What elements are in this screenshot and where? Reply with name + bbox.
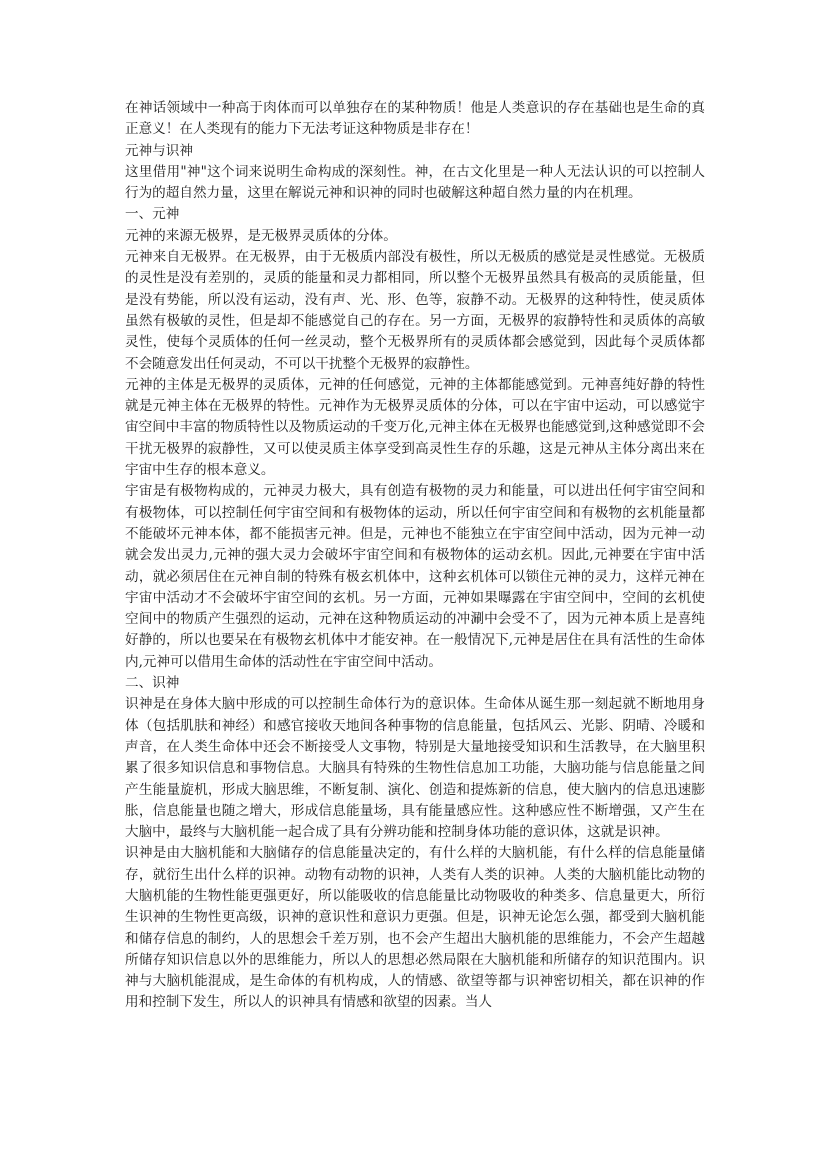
section-heading-shishen: 二、识神 [125, 675, 180, 692]
section-title: 元神与识神 [125, 142, 193, 159]
body-paragraph: 宇宙是有极物构成的，元神灵力极大，具有创造有极物的灵力和能量，可以进出任何宇宙空间和有极物体，可以控制任何宇宙空间和有极物体的运动，所以任何宇宙空间和有极物的玄机能量都不能破坏元神本体，都不能损害元神。但是，元神也不能独立在宇宙空间中活动，因为元神一动就会发出灵力,元神的强大灵力会破坏宇宙空间和有极物体的运动玄机。因此,元神要在宇宙中活动，就必须居住在元神自制的特殊有极玄机体中，这种玄机体可以锁住元神的灵力，这样元神在宇宙中活动才不会破坏宇宙空间的玄机。另一方面，元神如果曝露在宇宙空间中，空间的玄机使空间中的物质产生强烈的运动，元神在这种物质运动的冲涮中会受不了，因为元神本质上是喜纯好静的，所以也要呆在有极物玄机体中才能安神。在一般情况下,元神是居住在具有活性的生命体内,元神可以借用生命体的活动性在宇宙空间中活动。 [125, 483, 705, 670]
body-paragraph: 识神是由大脑机能和大脑储存的信息能量决定的，有什么样的大脑机能，有什么样的信息能量储存，就衍生出什么样的识神。动物有动物的识神，人类有人类的识神。人类的大脑机能比动物的大脑机能的生物性能更强更好，所以能吸收的信息能量比动物吸收的种类多、信息量更大，所衍生识神的生物性更高级，识神的意识性和意识力更强。但是，识神无论怎么强，都受到大脑机能和储存信息的制约，人的思想会千差万别，也不会产生超出大脑机能的思维能力，不会产生超越所储存知识信息以外的思维能力，所以人的思想必然局限在大脑机能和所储存的知识范围内。识神与大脑机能混成，是生命体的有机构成，人的情感、欲望等都与识神密切相关，都在识神的作用和控制下发生，所以人的识神具有情感和欲望的因素。当人 [125, 845, 705, 1011]
section-heading-yuanshen: 一、元神 [125, 206, 180, 223]
document-page [125, 98, 705, 1014]
body-paragraph: 元神的来源无极界，是无极界灵质体的分体。 [125, 227, 397, 244]
body-paragraph: 元神来自无极界。在无极界，由于无极质内部没有极性，所以无极质的感觉是灵性感觉。无极质的灵性是没有差别的，灵质的能量和灵力都相同，所以整个无极界虽然具有极高的灵质能量，但是没有势能，所以没有运动，没有声、光、形、色等，寂静不动。无极界的这种特性，使灵质体虽然有极敏的灵性，但是却不能感觉自己的存在。另一方面，无极界的寂静特性和灵质体的高敏灵性，使每个灵质体的任何一丝灵动，整个无极界所有的灵质体都会感觉到，因此每个灵质体都不会随意发出任何灵动，不可以干扰整个无极界的寂静性。 [125, 249, 705, 372]
body-paragraph: 这里借用"神"这个词来说明生命构成的深刻性。神，在古文化里是一种人无法认识的可以控制人行为的超自然力量，这里在解说元神和识神的同时也破解这种超自然力量的内在机理。 [125, 163, 705, 202]
intro-paragraph: 在神话领域中一种高于肉体而可以单独存在的某种物质！他是人类意识的存在基础也是生命的真正意义！在人类现有的能力下无法考证这种物质是非存在！ [125, 100, 705, 138]
body-paragraph: 识神是在身体大脑中形成的可以控制生命体行为的意识体。生命体从诞生那一刻起就不断地用身体（包括肌肤和神经）和感官接收天地间各种事物的信息能量，包括风云、光影、阴晴、冷暖和声音，在人类生命体中还会不断接受人文事物，特别是大量地接受知识和生活教导，在大脑里积累了很多知识信息和事物信息。大脑具有特殊的生物性信息加工功能，大脑功能与信息能量之间产生能量旋机，形成大脑思维，不断复制、演化、创造和提炼新的信息，使大脑内的信息迅速膨胀，信息能量也随之增大，形成信息能量场，具有能量感应性。这种感应性不断增强，又产生在大脑中，最终与大脑机能一起合成了具有分辨功能和控制身体功能的意识体，这就是识神。 [125, 696, 705, 841]
body-paragraph: 元神的主体是无极界的灵质体，元神的任何感觉，元神的主体都能感觉到。元神喜纯好静的特性就是元神主体在无极界的特性。元神作为无极界灵质体的分体，可以在宇宙中运动，可以感觉宇宙空间中丰富的物质特性以及物质运动的千变万化,元神主体在无极界也能感觉到,这种感觉即不会干扰无极界的寂静性，又可以使灵质主体享受到高灵性生存的乐趣，这是元神从主体分离出来在宇宙中生存的根本意义。 [125, 376, 705, 479]
